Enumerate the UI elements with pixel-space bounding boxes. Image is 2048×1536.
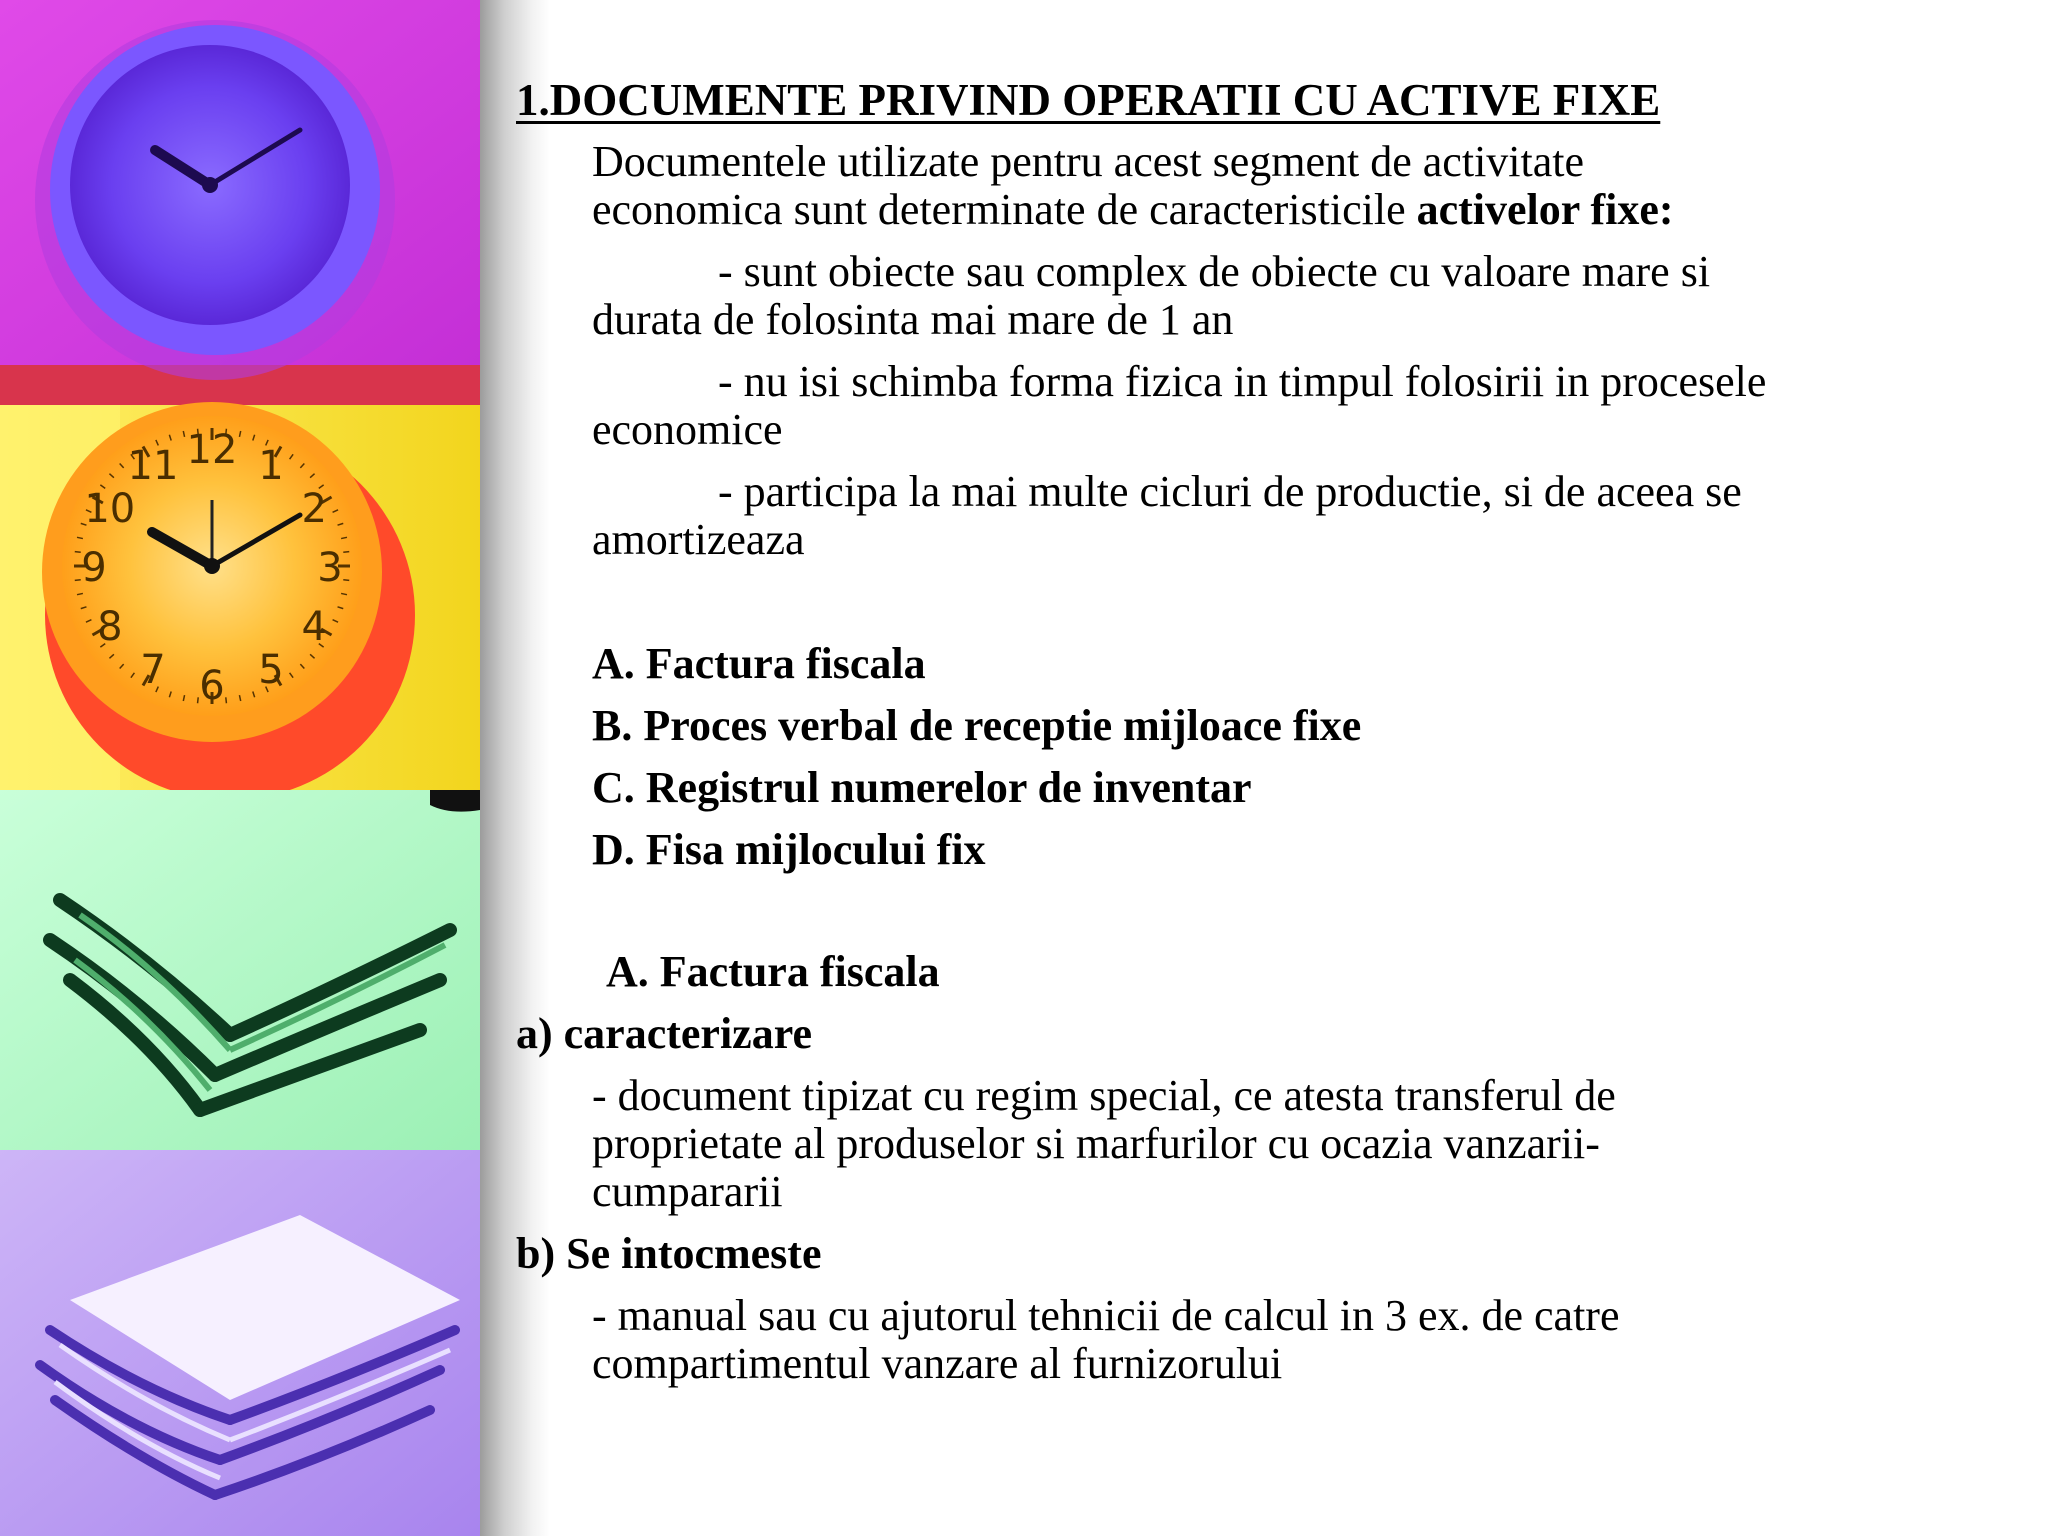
intocmeste-line-2: compartimentul vanzare al furnizorului bbox=[592, 1339, 1283, 1388]
characteristic-1-line-1: - sunt obiecte sau complex de obiecte cu valoare mare si bbox=[718, 247, 1711, 296]
characteristic-2-line-1: - nu isi schimba forma fizica in timpul folosirii in procesele bbox=[718, 357, 1767, 406]
intro-line-2-bold: activelor fixe: bbox=[1416, 185, 1674, 234]
characteristic-3-line-1: - participa la mai multe cicluri de productie, si de aceea se bbox=[718, 467, 1742, 516]
clock-numeral: 11 bbox=[127, 442, 179, 489]
intro-line-1: Documentele utilizate pentru acest segment de activitate bbox=[592, 137, 1585, 186]
intocmeste-line-1: - manual sau cu ajutorul tehnicii de calcul in 3 ex. de catre bbox=[592, 1291, 1620, 1340]
heading-se-intocmeste: b) Se intocmeste bbox=[516, 1229, 822, 1278]
clock-numeral: 4 bbox=[301, 604, 327, 650]
caracterizare-line-1: - document tipizat cu regim special, ce atesta transferul de bbox=[592, 1071, 1616, 1120]
clock-numeral: 10 bbox=[84, 486, 136, 532]
intro-line-2 bbox=[592, 186, 1674, 234]
clock-numeral: 3 bbox=[317, 545, 343, 591]
clock-numeral: 2 bbox=[301, 486, 327, 532]
clock-numeral: 5 bbox=[258, 647, 284, 694]
clock-numeral: 7 bbox=[140, 647, 166, 694]
characteristic-2-line-2: economice bbox=[592, 405, 783, 454]
characteristic-3-line-2: amortizeaza bbox=[592, 515, 805, 564]
slide-title: 1.DOCUMENTE PRIVIND OPERATII CU ACTIVE FIXE bbox=[516, 75, 1661, 125]
section-title: A. Factura fiscala bbox=[606, 947, 940, 996]
caracterizare-line-3: cumpararii bbox=[592, 1167, 783, 1216]
caracterizare-line-2: proprietate al produselor si marfurilor cu ocazia vanzarii- bbox=[592, 1119, 1600, 1168]
document-list-item-a: A. Factura fiscala bbox=[592, 639, 926, 688]
document-list-item-d: D. Fisa mijlocului fix bbox=[592, 825, 986, 874]
clock-numeral: 8 bbox=[97, 604, 123, 650]
intro-line-2-text: economica sunt determinate de caracteristicile bbox=[592, 185, 1417, 234]
heading-caracterizare: a) caracterizare bbox=[516, 1009, 812, 1058]
clock-numeral: 6 bbox=[199, 663, 225, 709]
clock-numeral: 9 bbox=[81, 545, 107, 591]
document-list-item-b: B. Proces verbal de receptie mijloace fixe bbox=[592, 701, 1362, 750]
clock-numeral: 12 bbox=[186, 427, 238, 473]
characteristic-1-line-2: durata de folosinta mai mare de 1 an bbox=[592, 295, 1234, 344]
document-list-item-c: C. Registrul numerelor de inventar bbox=[592, 763, 1252, 812]
clock-numeral: 1 bbox=[258, 442, 284, 489]
